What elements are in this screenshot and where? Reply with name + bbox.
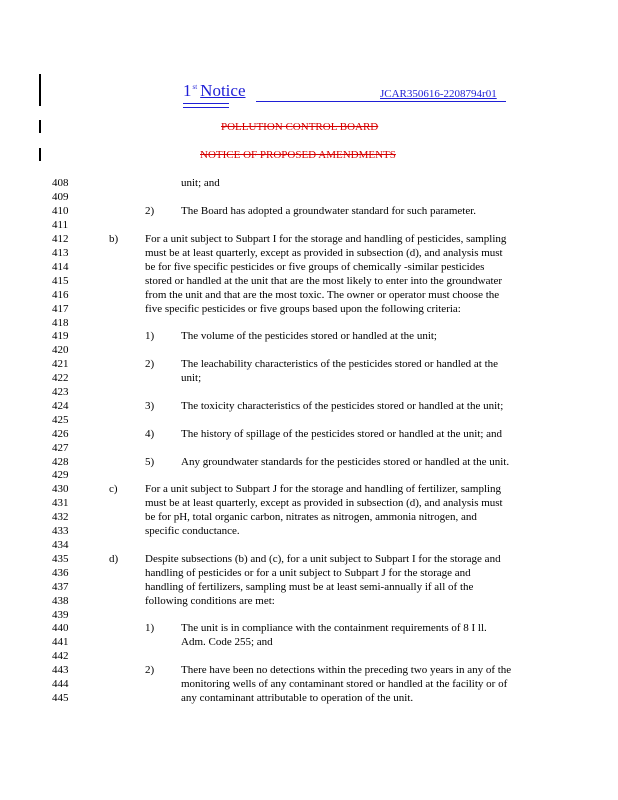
body-line: Adm. Code 255; and bbox=[181, 636, 273, 648]
board-title: POLLUTION CONTROL BOARD bbox=[221, 121, 379, 133]
line-number: 432 bbox=[52, 511, 69, 523]
body-line: must be at least quarterly, except as provided in subsection (d), and analysis must bbox=[145, 247, 503, 259]
line-number: 416 bbox=[52, 289, 69, 301]
line-number: 409 bbox=[52, 191, 69, 203]
line-number: 431 bbox=[52, 497, 69, 509]
line-number: 415 bbox=[52, 275, 69, 287]
item-marker: 2) bbox=[145, 358, 155, 370]
body-line: must be at least quarterly, except as provided in subsection (d), and analysis must bbox=[145, 497, 503, 509]
line-number: 436 bbox=[52, 567, 69, 579]
line-number: 412 bbox=[52, 233, 69, 245]
body-line: For a unit subject to Subpart I for the storage and handling of pesticides, sampling bbox=[145, 233, 507, 245]
line-number: 444 bbox=[52, 678, 69, 690]
line-number: 418 bbox=[52, 317, 69, 329]
change-bar-2 bbox=[39, 120, 41, 133]
body-line: Despite subsections (b) and (c), for a unit subject to Subpart I for the storage and bbox=[145, 553, 501, 565]
item-marker: 1) bbox=[145, 622, 155, 634]
body-line: stored or handled at the unit that are the most likely to enter into the groundwater bbox=[145, 275, 503, 287]
body-line: handling of pesticides or for a unit subject to Subpart J for the storage and bbox=[145, 567, 471, 579]
line-number: 427 bbox=[52, 442, 69, 454]
body-line: The volume of the pesticides stored or handled at the unit; bbox=[181, 330, 437, 342]
header-underline bbox=[256, 101, 506, 102]
line-number: 423 bbox=[52, 386, 69, 398]
item-marker: 5) bbox=[145, 456, 155, 468]
line-number: 428 bbox=[52, 456, 69, 468]
line-number: 413 bbox=[52, 247, 69, 259]
line-number: 434 bbox=[52, 539, 69, 551]
body-line: The Board has adopted a groundwater standard for such parameter. bbox=[181, 205, 477, 217]
body-line: unit; bbox=[181, 372, 202, 384]
body-line: from the unit and that are the most toxic. The owner or operator must choose the bbox=[145, 289, 500, 301]
change-bar-1 bbox=[39, 74, 41, 106]
line-number: 425 bbox=[52, 414, 69, 426]
line-number: 410 bbox=[52, 205, 69, 217]
line-number: 414 bbox=[52, 261, 69, 273]
line-number: 411 bbox=[52, 219, 69, 231]
body-line: monitoring wells of any contaminant stored or handled at the facility or of bbox=[181, 678, 508, 690]
item-marker: 2) bbox=[145, 205, 155, 217]
line-number: 443 bbox=[52, 664, 69, 676]
body-line: Any groundwater standards for the pesticides stored or handled at the unit. bbox=[181, 456, 510, 468]
line-number: 433 bbox=[52, 525, 69, 537]
notice-subtitle: NOTICE OF PROPOSED AMENDMENTS bbox=[200, 149, 396, 161]
line-number: 429 bbox=[52, 469, 69, 481]
item-marker: 2) bbox=[145, 664, 155, 676]
body-line: For a unit subject to Subpart J for the storage and handling of fertilizer, sampling bbox=[145, 483, 502, 495]
line-number: 430 bbox=[52, 483, 69, 495]
notice-heading bbox=[183, 81, 246, 101]
notice-word: Notice bbox=[200, 81, 246, 100]
item-marker: d) bbox=[109, 553, 119, 565]
item-marker: c) bbox=[109, 483, 118, 495]
line-number: 424 bbox=[52, 400, 69, 412]
line-number: 408 bbox=[52, 177, 69, 189]
line-number: 426 bbox=[52, 428, 69, 440]
body-line: handling of fertilizers, sampling must be at least semi-annually if all of the bbox=[145, 581, 474, 593]
line-number: 445 bbox=[52, 692, 69, 704]
body-line: be for five specific pesticides or five groups of chemically -similar pesticides bbox=[145, 261, 485, 273]
line-number: 439 bbox=[52, 609, 69, 621]
body-line: The leachability characteristics of the pesticides stored or handled at the bbox=[181, 358, 499, 370]
notice-double-underline bbox=[183, 103, 229, 108]
body-line: five specific pesticides or five groups based upon the following criteria: bbox=[145, 303, 461, 315]
notice-ordinal-suffix: st bbox=[192, 83, 198, 92]
item-marker: 4) bbox=[145, 428, 155, 440]
line-number: 438 bbox=[52, 595, 69, 607]
line-number: 442 bbox=[52, 650, 69, 662]
body-line: The history of spillage of the pesticides stored or handled at the unit; and bbox=[181, 428, 503, 440]
item-marker: b) bbox=[109, 233, 119, 245]
body-line: following conditions are met: bbox=[145, 595, 275, 607]
line-number: 420 bbox=[52, 344, 69, 356]
body-line: be for pH, total organic carbon, nitrates as nitrogen, ammonia nitrogen, and bbox=[145, 511, 477, 523]
item-marker: 1) bbox=[145, 330, 155, 342]
body-line: specific conductance. bbox=[145, 525, 240, 537]
line-number: 422 bbox=[52, 372, 69, 384]
body-line: any contaminant attributable to operation of the unit. bbox=[181, 692, 414, 704]
line-number: 435 bbox=[52, 553, 69, 565]
change-bar-3 bbox=[39, 148, 41, 161]
jcar-id: JCAR350616-2208794r01 bbox=[380, 88, 497, 100]
line-number: 417 bbox=[52, 303, 69, 315]
line-number: 440 bbox=[52, 622, 69, 634]
body-line: unit; and bbox=[181, 177, 220, 189]
item-marker: 3) bbox=[145, 400, 155, 412]
body-line: The unit is in compliance with the containment requirements of 8 I ll. bbox=[181, 622, 487, 634]
body-line: There have been no detections within the preceding two years in any of the bbox=[181, 664, 512, 676]
line-number: 421 bbox=[52, 358, 69, 370]
body-line: The toxicity characteristics of the pesticides stored or handled at the unit; bbox=[181, 400, 504, 412]
notice-number: 1 bbox=[183, 81, 192, 100]
line-number: 437 bbox=[52, 581, 69, 593]
line-number: 419 bbox=[52, 330, 69, 342]
line-number: 441 bbox=[52, 636, 69, 648]
